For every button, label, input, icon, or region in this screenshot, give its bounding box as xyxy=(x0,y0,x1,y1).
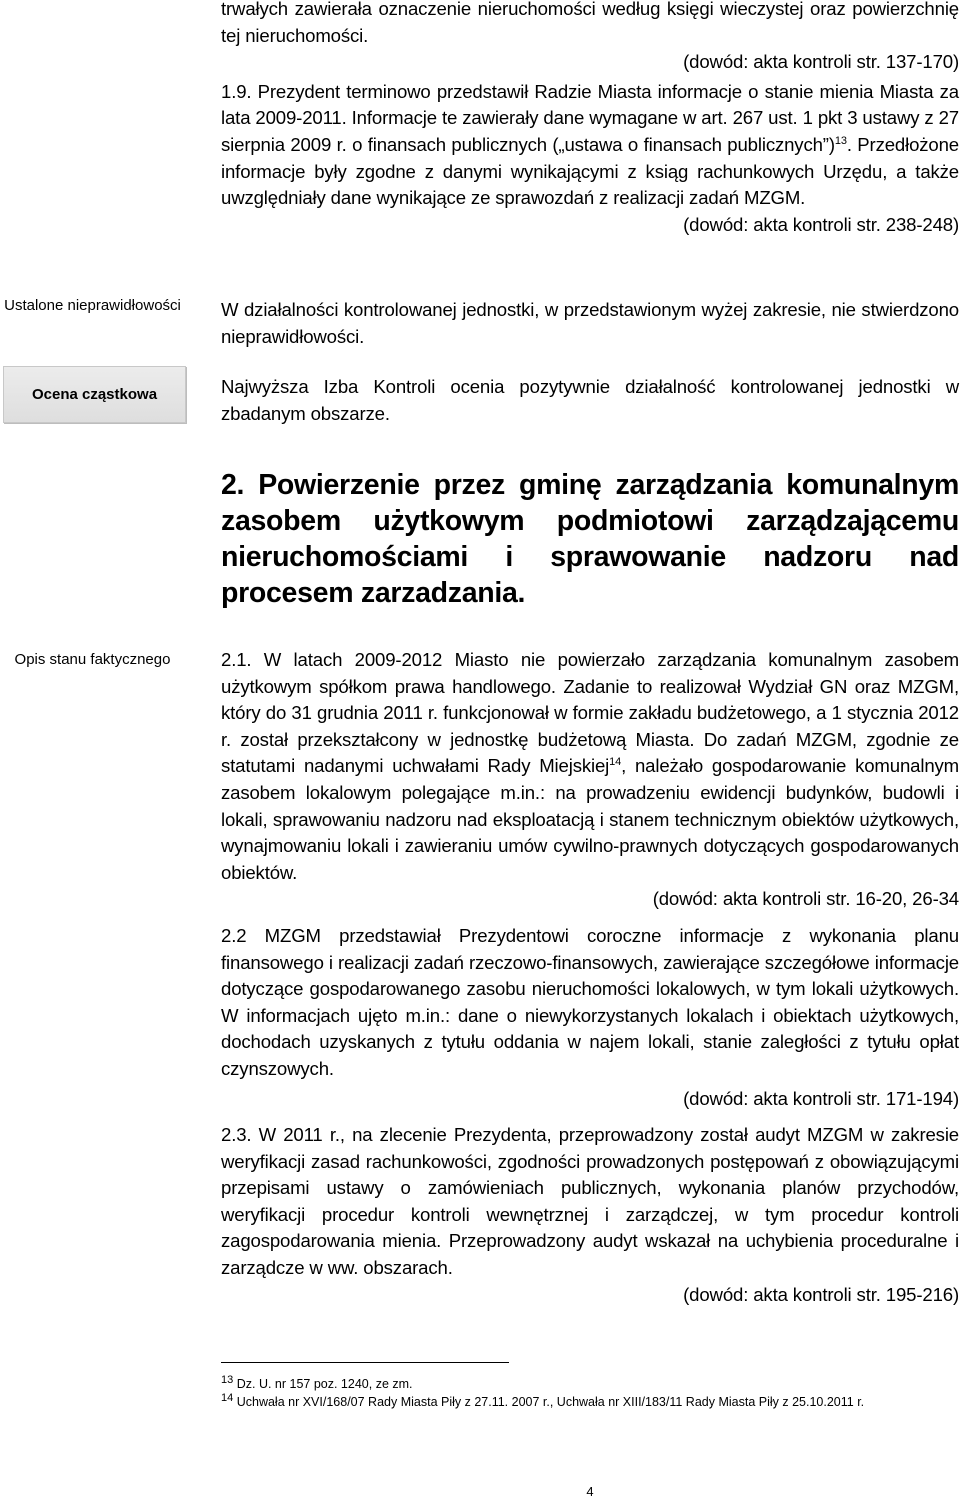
page-number: 4 xyxy=(586,1484,594,1499)
paragraph-2-3: 2.3. W 2011 r., na zlecenie Prezydenta, przeprowadzony został audyt MZGM w zakresie weryfikacji zasad rachunkowości, zgodności prowadzonych postępowań z obowiązującymi przepisami ustawy o zamówieniach publicznych, wykonania planów przychodów, weryfikacji procedur kontroli wewnętrznej i zarządczej, w tym procedur kontroli zagospodarowania mienia. Przeprowadzony audyt wskazał na uchybienia proceduralne i zarządcze w ww. obszarach. xyxy=(221,1124,959,1279)
paragraph-1-9: 1.9. Prezydent terminowo przedstawił Radzie Miasta informacje o stanie mienia Miasta za lata 2009-2011. Informacje te zawierały dane wymagane w art. 267 ust. 1 pkt 3 ustawy z 27 sierpnia 2009 r. o finansach publicznych („ustawa o finansach publicznych”)$^{13}$. Przedłożone informacje były zgodne z danymi wynikającymi z ksiąg rachunkowych Urzędu, a także uwzględniały dane wynikające ze sprawozdań z realizacji zadań MZGM. xyxy=(221,80,959,209)
footnote-ref-13: 13 xyxy=(834,134,847,147)
footnote-ref-14: 14 xyxy=(609,756,622,769)
findings-text: W działalności kontrolowanej jednostki, w przedstawionym wyżej zakresie, nie stwierdzono nieprawidłowości. xyxy=(221,299,959,347)
footnote-14: 14 Uchwała nr XVI/168/07 Rady Miasta Piły z 27.11. 2007 r., Uchwała nr XIII/183/11 Rady Miasta Piły z 25.10.2011 r. xyxy=(221,1391,865,1409)
evidence-238-248: (dowód: akta kontroli str. 238-248) xyxy=(683,213,959,235)
paragraph-2-2: 2.2 MZGM przedstawiał Prezydentowi coroczne informacje z wykonania planu finansowego i realizacji zadań rzeczowo-finansowych, zawierające szczegółowe informacje dotyczące gospodarowanego zasobu nieruchomości lokalowych, w tym lokali użytkowych. W informacjach ujęto m.in.: dane o niewykorzystanych lokalach i obiektach użytkowych, dochodach uzyskanych z tytułu oddania w najem lokali, stanie zaległości z tytułu opłat czynszowych. xyxy=(221,924,959,1079)
assessment-text: Najwyższa Izba Kontroli ocenia pozytywnie działalność kontrolowanej jednostki w zbadanym obszarze. xyxy=(221,376,959,424)
evidence-171-194: (dowód: akta kontroli str. 171-194) xyxy=(683,1087,959,1109)
body-section xyxy=(221,647,959,1308)
paragraph-2-1: 2.1. W latach 2009-2012 Miasto nie powierzało zarządzania komunalnym zasobem użytkowym spółkom prawa handlowego. Zadanie to realizował Wydział GN oraz MZGM, który do 31 grudnia 2011 r. funkcjonował w formie zakładu budżetowego, a 1 stycznia 2012 r. został przekształcony w jednostkę budżetową Miasta. Do zadań MZGM, zgodnie ze statutami nadanymi uchwałami Rady Miejskiej$^{14}$, należało gospodarowanie komunalnym zasobem lokalowym polegające m.in.: na prowadzeniu ewidencji budynków, budowli i lokali, sprawowaniu nadzoru nad eksploatacją i stanem technicznym obiektów użytkowych, wynajmowaniu lokali i zawieraniu umów cywilno-prawnych dotyczących gospodarowanych obiektów. xyxy=(221,649,959,883)
evidence-137-170: (dowód: akta kontroli str. 137-170) xyxy=(683,51,959,73)
evidence-16-34: (dowód: akta kontroli str. 16-20, 26-34 xyxy=(652,888,959,910)
section-2-heading: 2. Powierzenie przez gminę zarządzania komunalnym zasobem użytkowym podmiotowi zarządzającemu nieruchomościami i sprawowanie nadzoru nad procesem zarzadzania. xyxy=(221,469,959,609)
paragraph-1-8-end: trwałych zawierała oznaczenie nieruchomości według księgi wieczystej oraz powierzchnię tej nieruchomości. xyxy=(221,0,959,46)
findings-side-label: Ustalone nieprawidłowości xyxy=(4,297,181,314)
top-section xyxy=(221,0,959,238)
footnote-13: 13 Dz. U. nr 157 poz. 1240, ze zm. xyxy=(221,1373,413,1391)
assessment-side-label: Ocena cząstkowa xyxy=(3,366,186,423)
facts-side-label: Opis stanu faktycznego xyxy=(14,651,171,668)
evidence-195-216: (dowód: akta kontroli str. 195-216) xyxy=(683,1283,959,1305)
footnote-separator xyxy=(221,1362,509,1363)
